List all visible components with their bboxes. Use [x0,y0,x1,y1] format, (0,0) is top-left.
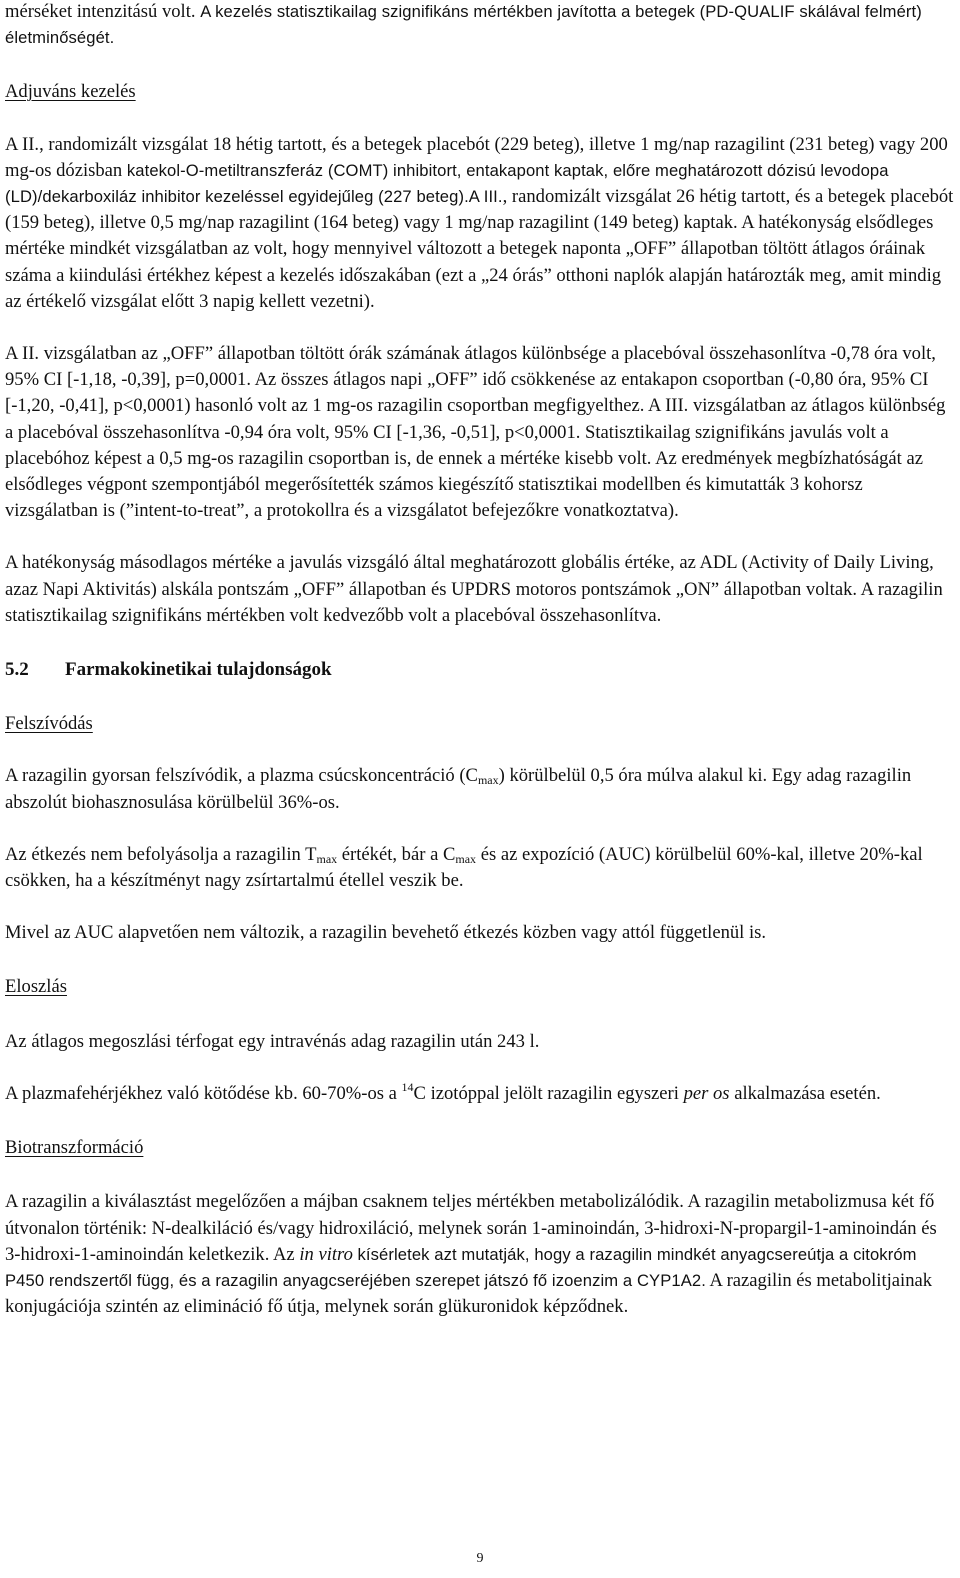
section-title: Farmakokinetikai tulajdonságok [65,659,332,681]
heading-absorption: Felszívódás [5,713,93,735]
heading-distribution: Eloszlás [5,976,67,998]
paragraph-volume-distribution: Az átlagos megoszlási térfogat egy intravénás adag razagilin után 243 l. [5,1030,540,1052]
paragraph-auc: Mivel az AUC alapvetően nem változik, a razagilin bevehető étkezés közben vagy attól függetlenül is. [5,922,767,944]
section-number: 5.2 [5,659,29,681]
document-page [5,0,955,1320]
paragraph-secondary-measures: A hatékonyság másodlagos mértéke a javulás vizsgáló által meghatározott globális értéke, az ADL (Activity of Daily Living, azaz Napi Aktivitás) alskála pontszám „OFF” állapotban és UPDRS motoros pontszámok „ON” állapotban voltak. A razagilin statisztikailag szignifikáns mértékben volt kedvezőbb volt a placebóval összehasonlítva. [5,552,943,626]
heading-biotransformation: Biotranszformáció [5,1137,144,1159]
paragraph-qol-result: mérséket intenzitású volt. A kezelés statisztikailag szignifikáns mértékben javította a betegek (PD-QUALIF skálával felmért) életminőségét. [5,1,922,48]
paragraph-protein-binding: A plazmafehérjékhez való kötődése kb. 60-70%-os a $^{14}$C izotóppal jelölt razagilin egyszeri per os alkalmazása esetén. [5,1079,881,1104]
page-number: 9 [476,1551,484,1566]
paragraph-biotransformation: A razagilin a kiválasztást megelőzően a májban csaknem teljes mértékben metabolizálódik. A razagilin metabolizmusa két fő útvonalon történik: N-dealkiláció és/vagy hidroxiláció, melynek során 1-aminoindán, 3-hidroxi-N-propargil-1-aminoindán és 3-hidroxi-1-aminoindán keletkezik. Az in vitro kísérletek azt mutatják, hogy a razagilin mindkét anyagcsereútja a citokróm P450 rendszertől függ, és a razagilin anyagcseréjében szerepet játszó fő izoenzim a CYP1A2. A razagilin és metabolitjainak konjugációja szintén az elimináció fő útja, melynek során glükuronidok képződnek. [5,1191,937,1318]
section-heading [5,657,955,683]
paragraph-absorption: A razagilin gyorsan felszívódik, a plazma csúcskoncentráció $(C_{max})$ körülbelül 0,5 óra múlva alakul ki. Egy adag razagilin abszolút biohasznosulása körülbelül 36%-os. [5,765,912,813]
paragraph-trial-design: A II., randomizált vizsgálat 18 hétig tartott, és a betegek placebót (229 beteg), illetve 1 mg/nap razagilint (231 beteg) vagy 200 mg-os dózisban katekol-O-metiltranszferáz (COMT) inhibitort, entakapont kaptak, előre meghatározott dózisú levodopa (LD)/dekarboxiláz inhibitor kezeléssel egyidejűleg (227 beteg).A III., randomizált vizsgálat 26 hétig tartott, és a betegek placebót (159 beteg), illetve 0,5 mg/nap razagilint (164 beteg) vagy 1 mg/nap razagilint (149 beteg) kaptak. A hatékonyság elsődleges mértéke mindkét vizsgálatban az volt, hogy mennyivel változott a betegek naponta „OFF” állapotban töltött átlagos óráinak száma a kiindulási értékhez képest a kezelés időszakában (ezt a „24 órás” otthoni naplók alapján határozták meg, amit mindig az értékelő vizsgálat előtt 3 napig kellett vezetni). [5,133,954,312]
paragraph-food-effect: Az étkezés nem befolyásolja a razagilin $T_{max}$ értékét, bár a $C_{max}$ és az expozíció (AUC) körülbelül 60%-kal, illetve 20%-kal csökken, ha a készítményt nagy zsírtartalmú étellel veszik be. [5,843,923,892]
heading-adjuvant-treatment: Adjuváns kezelés [5,81,136,103]
paragraph-off-time-results: A II. vizsgálatban az „OFF” állapotban töltött órák számának átlagos különbsége a placebóval összehasonlítva -0,78 óra volt, 95% CI [-1,18, -0,39], p=0,0001. Az összes átlagos napi „OFF” idő csökkenése az entakapon csoportban (-0,80 óra, 95% CI [-1,20, -0,41], p<0,0001) hasonló volt az 1 mg-os razagilin csoportban megfigyelthez. A III. vizsgálatban az átlagos különbség a placebóval összehasonlítva -0,94 óra volt, 95% CI [-1,36, -0,51], p<0,0001. Statisztikailag szignifikáns javulás volt a placebóhoz képest a 0,5 mg-os razagilin csoportban is, de ennek a mértéke kisebb volt. Az eredmények megbízhatóságát az elsődleges végpont szempontjából megerősítették számos kiegészítő statisztikai modellben és kimutatták 3 kohorsz vizsgálatban is (”intent-to-treat”, a protokollra és a vizsgálatot befejezőkre vonatkoztatva). [5,343,946,522]
